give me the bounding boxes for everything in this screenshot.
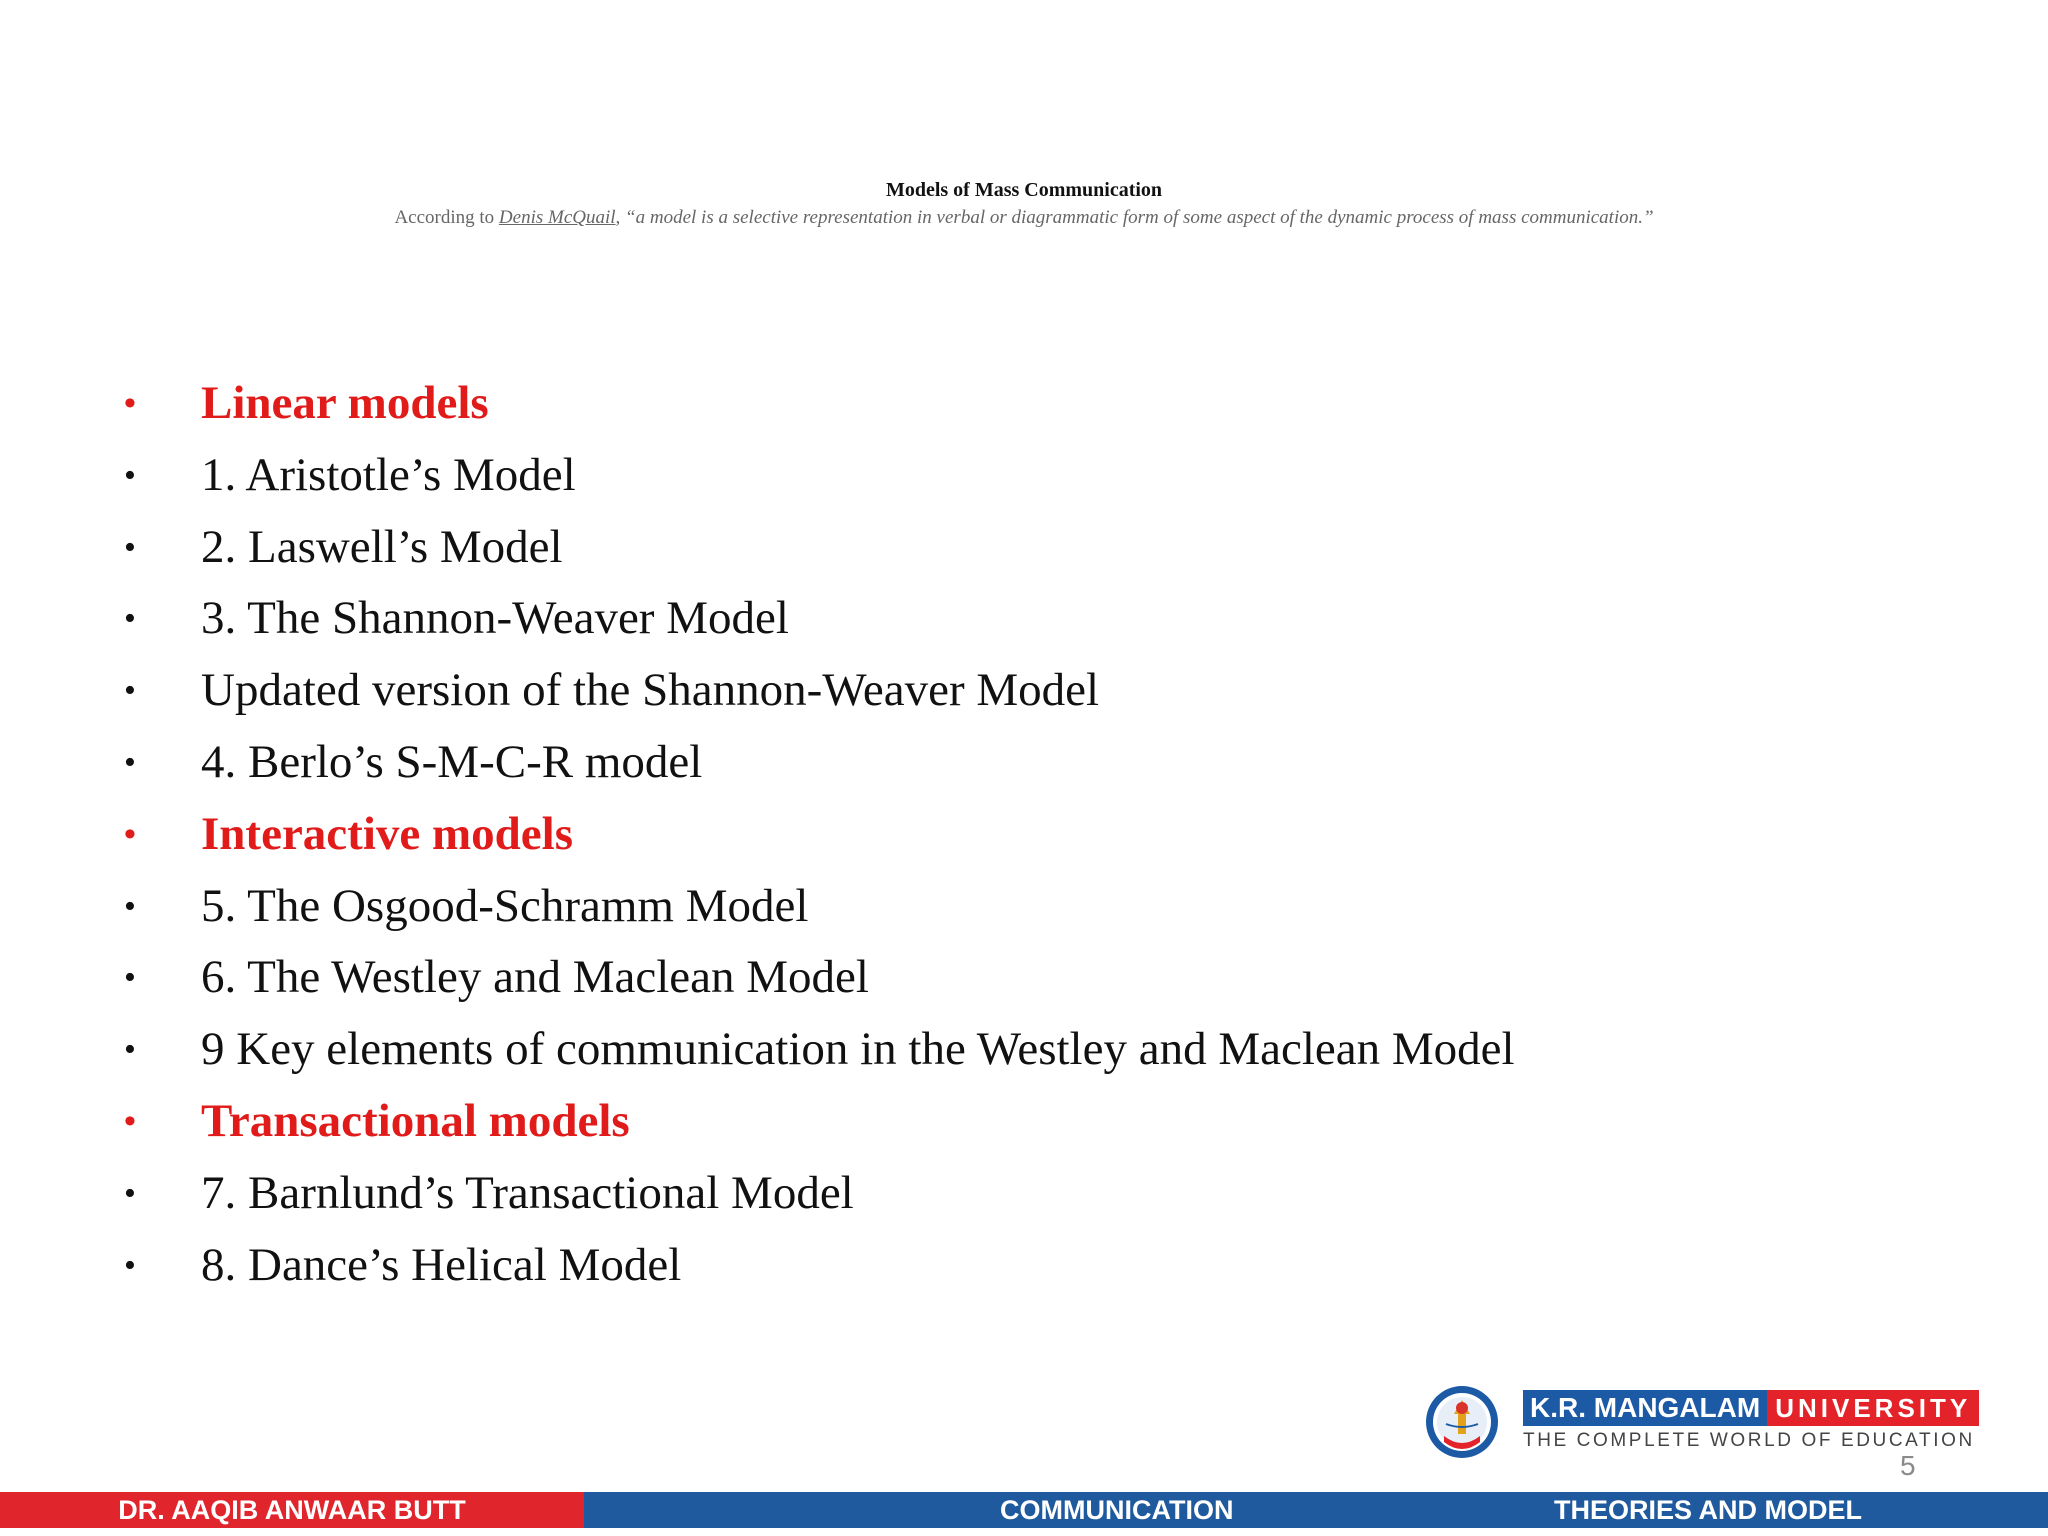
list-item bbox=[120, 655, 1515, 727]
footer-course-part2: THEORIES AND MODEL bbox=[1554, 1495, 1863, 1525]
footer-author: DR. AAQIB ANWAAR BUTT bbox=[0, 1492, 584, 1528]
bullet-icon: • bbox=[124, 456, 136, 494]
bullet-icon: • bbox=[124, 1174, 136, 1212]
bullet-icon: • bbox=[124, 1102, 136, 1140]
list-item bbox=[120, 942, 1515, 1014]
category-heading bbox=[120, 368, 1515, 440]
footer-course bbox=[584, 1492, 2048, 1528]
bullet-icon: • bbox=[124, 385, 136, 422]
item-text: 2. Laswell’s Model bbox=[201, 520, 563, 573]
quote-prefix: According to bbox=[394, 207, 499, 228]
bullet-icon: • bbox=[124, 815, 136, 853]
item-text: 6. The Westley and Maclean Model bbox=[201, 951, 869, 1004]
item-text: 5. The Osgood-Schramm Model bbox=[201, 879, 809, 932]
footer-course-part1: COMMUNICATION bbox=[1000, 1495, 1234, 1525]
item-text: Interactive models bbox=[201, 807, 573, 860]
category-heading bbox=[120, 1086, 1515, 1158]
university-name-part2: UNIVERSITY bbox=[1767, 1390, 1979, 1426]
list-item bbox=[120, 727, 1515, 799]
list-item bbox=[120, 871, 1515, 943]
item-text: Updated version of the Shannon-Weaver Model bbox=[201, 664, 1100, 717]
footer-bar bbox=[0, 1492, 2048, 1528]
quote-text: , “a model is a selective representation in verbal or diagrammatic form of some aspect of the dynamic process of mass communication.” bbox=[615, 207, 1654, 228]
category-heading bbox=[120, 799, 1515, 871]
item-text: Linear models bbox=[201, 377, 489, 429]
item-text: 9 Key elements of communication in the Westley and Maclean Model bbox=[201, 1023, 1515, 1076]
item-text: Transactional models bbox=[201, 1094, 630, 1147]
list-item bbox=[120, 440, 1515, 512]
bullet-icon: • bbox=[124, 1031, 136, 1069]
item-text: 3. The Shannon-Weaver Model bbox=[201, 592, 789, 645]
item-text: 1. Aristotle’s Model bbox=[201, 448, 576, 501]
bullet-icon: • bbox=[124, 959, 136, 997]
university-logo bbox=[1424, 1384, 1984, 1460]
definition-quote bbox=[0, 204, 2048, 232]
bullet-icon: • bbox=[124, 528, 136, 566]
bullet-icon: • bbox=[124, 672, 136, 710]
bullet-icon: • bbox=[124, 1246, 136, 1284]
slide-title: Models of Mass Communication bbox=[885, 179, 1163, 201]
models-bullet-list bbox=[120, 368, 1515, 1301]
item-text: 8. Dance’s Helical Model bbox=[201, 1238, 682, 1291]
list-item bbox=[120, 1230, 1515, 1302]
quote-author-link[interactable]: Denis McQuail bbox=[498, 207, 616, 228]
page-number: 5 bbox=[1900, 1450, 1916, 1481]
item-text: 7. Barnlund’s Transactional Model bbox=[201, 1166, 854, 1219]
bullet-icon: • bbox=[124, 887, 136, 925]
list-item bbox=[120, 1014, 1515, 1086]
item-text: 4. Berlo’s S-M-C-R model bbox=[201, 735, 703, 788]
university-name-part1: K.R. MANGALAM bbox=[1523, 1390, 1767, 1426]
list-item bbox=[120, 512, 1515, 584]
bullet-icon: • bbox=[124, 743, 136, 781]
university-crest-icon bbox=[1424, 1384, 1504, 1460]
university-tagline: THE COMPLETE WORLD OF EDUCATION bbox=[1523, 1430, 1975, 1451]
slide-header bbox=[0, 176, 2048, 232]
list-item bbox=[120, 583, 1515, 655]
university-name bbox=[1523, 1390, 1979, 1426]
list-item bbox=[120, 1158, 1515, 1230]
bullet-icon: • bbox=[124, 600, 136, 638]
